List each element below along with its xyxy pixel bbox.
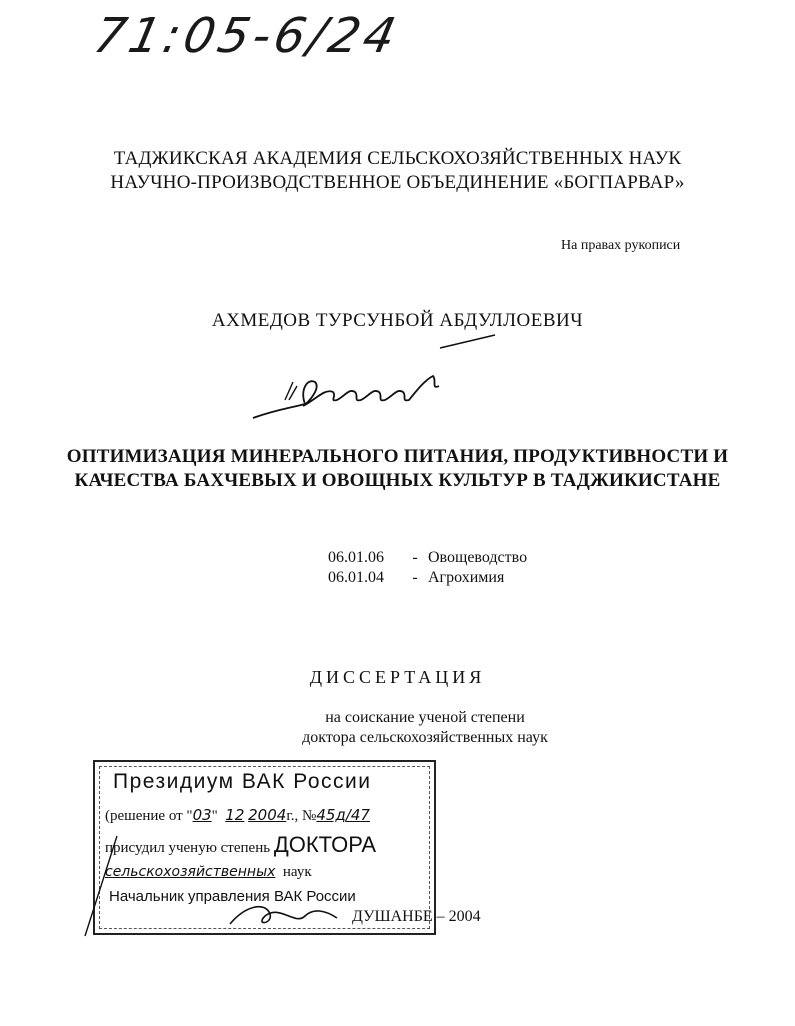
degree-line-2: доктора сельскохозяйственных наук	[302, 729, 548, 746]
stamp-decision-day: 03	[192, 806, 212, 824]
stamp-signature	[225, 896, 345, 932]
specialty-code: 06.01.04	[328, 569, 384, 586]
stamp-title: Президиум ВАК России	[113, 770, 372, 793]
specialty-code: 06.01.06	[328, 549, 384, 566]
stamp-awarded-text: присудил ученую степень	[105, 840, 271, 856]
title-line-1: ОПТИМИЗАЦИЯ МИНЕРАЛЬНОГО ПИТАНИЯ, ПРОДУКТИВНОСТИ И	[66, 446, 729, 467]
organization-line-1: ТАДЖИКСКАЯ АКАДЕМИЯ СЕЛЬСКОХОЗЯЙСТВЕННЫХ НАУК	[113, 148, 682, 169]
stamp-decision-number: 45д/47	[316, 806, 370, 824]
stamp-field-line	[105, 864, 312, 881]
title-line-2: КАЧЕСТВА БАХЧЕВЫХ И ОВОЩНЫХ КУЛЬТУР В ТАДЖИКИСТАНЕ	[74, 470, 721, 491]
degree-line-1: на соискание ученой степени	[325, 709, 525, 726]
stamp-decision-prefix: (решение от "	[105, 808, 193, 824]
specialty-dash: -	[412, 549, 418, 566]
stamp-decision-year: 2004	[248, 806, 287, 824]
stamp-decision-suffix: г., №	[286, 808, 317, 824]
specialty-row	[328, 569, 504, 587]
rights-note: На правах рукописи	[561, 238, 681, 253]
specialty-row	[328, 549, 527, 567]
stamp-field-suffix: наук	[282, 864, 312, 880]
author-signature	[245, 330, 505, 425]
specialty-name: Овощеводство	[428, 549, 528, 566]
stamp-margin-stroke	[81, 832, 121, 942]
city-year: ДУШАНБЕ – 2004	[352, 908, 481, 925]
stamp-decision-line: (решение от "03" 12 2004г., №45д/47	[105, 806, 370, 824]
stamp-awarded-line	[105, 832, 376, 858]
archive-code-handwritten: 71:05-6/24	[89, 8, 405, 64]
specialty-name: Агрохимия	[428, 569, 505, 586]
specialty-dash: -	[412, 569, 418, 586]
stamp-chief: Начальник управления ВАК России	[109, 888, 356, 905]
stamp-field-handwritten: сельскохозяйственных	[105, 864, 276, 880]
organization-line-2: НАУЧНО-ПРОИЗВОДСТВЕННОЕ ОБЪЕДИНЕНИЕ «БОГПАРВАР»	[110, 172, 685, 193]
stamp-decision-month: 12	[225, 806, 245, 824]
author-name: АХМЕДОВ ТУРСУНБОЙ АБДУЛЛОЕВИЧ	[211, 310, 584, 331]
stamp-degree-word: ДОКТОРА	[273, 832, 377, 857]
document-type: ДИССЕРТАЦИЯ	[309, 667, 486, 687]
